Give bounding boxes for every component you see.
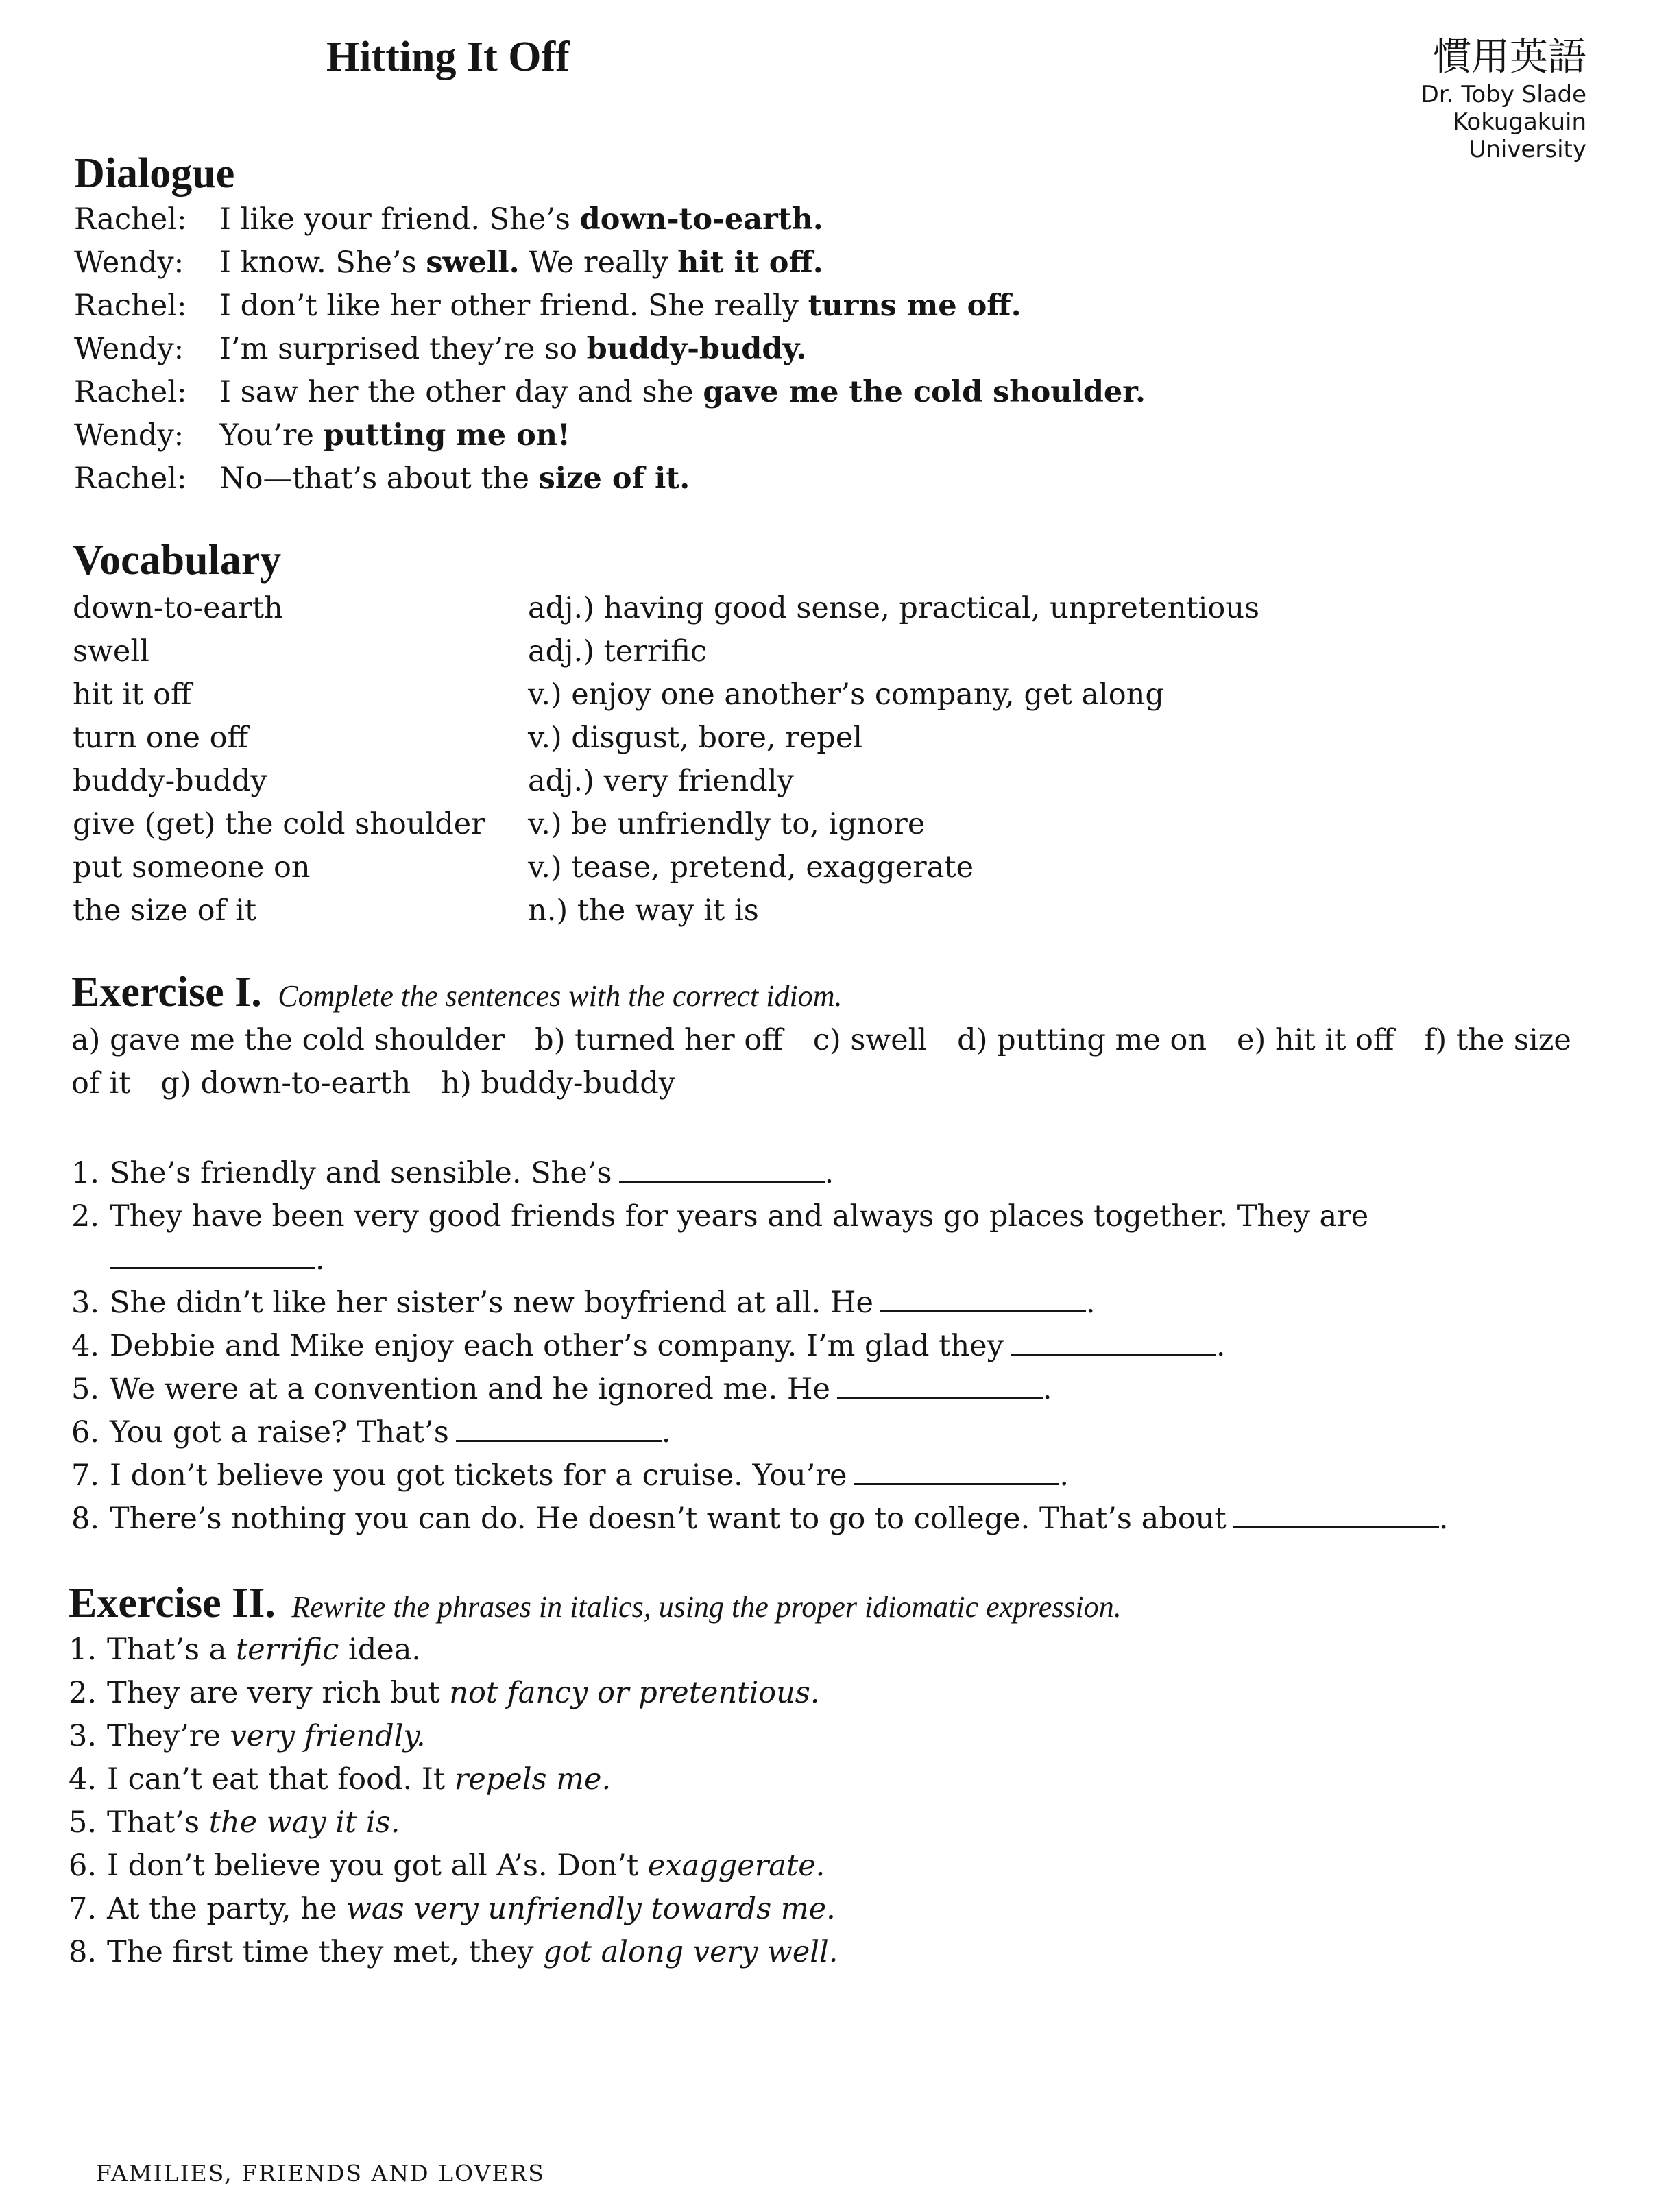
italic-phrase: the way it is. [208, 1805, 400, 1840]
exercise1-item [71, 1454, 1069, 1498]
dialogue-speaker: Rachel: [74, 202, 187, 237]
exercise2-item [69, 1715, 426, 1758]
dialogue-speaker: Wendy: [74, 418, 184, 453]
exercise1-item [71, 1498, 1448, 1541]
dialogue-idiom: swell. [426, 245, 520, 280]
exercise2-heading-row [69, 1579, 1122, 1631]
dialogue-idiom: putting me on! [323, 418, 570, 453]
italic-phrase: very friendly. [230, 1719, 426, 1753]
dialogue-idiom: down-to-earth. [579, 202, 823, 237]
exercise2-item [69, 1758, 611, 1801]
answer-blank [619, 1160, 825, 1183]
item-end: . [315, 1242, 325, 1277]
vocab-definition: v.) enjoy one another’s company, get along [528, 677, 1164, 712]
exercise1-item [71, 1152, 834, 1195]
dialogue-line [219, 332, 806, 366]
item-text: I don’t believe you got all A’s. Don’t [107, 1849, 648, 1883]
exercise2-item [69, 1801, 400, 1844]
choice-option: f) the size [1424, 1023, 1571, 1057]
item-text: I don’t believe you got tickets for a cruise. You’re [110, 1458, 847, 1493]
item-text: They’re [107, 1719, 230, 1753]
item-number: 5. [69, 1805, 97, 1840]
dialogue-idiom: buddy-buddy. [586, 332, 807, 366]
item-text: idea. [339, 1633, 422, 1667]
item-end: . [1438, 1502, 1449, 1536]
choice-option: b) turned her off [535, 1023, 783, 1057]
exercise2-item [69, 1672, 820, 1715]
italic-phrase: terrific [236, 1633, 339, 1667]
vocab-term: down-to-earth [73, 591, 283, 625]
vocab-term: hit it off [73, 677, 192, 712]
exercise1-heading-row [71, 968, 842, 1020]
item-number: 2. [69, 1676, 97, 1710]
dialogue-speaker: Wendy: [74, 332, 184, 366]
item-number: 4. [69, 1762, 97, 1796]
vocab-definition: adj.) having good sense, practical, unpretentious [528, 591, 1260, 625]
dialogue-speaker: Rachel: [74, 289, 187, 323]
exercise2-item [69, 1628, 421, 1672]
dialogue-line [219, 289, 1022, 323]
choice-option: c) swell [812, 1023, 928, 1057]
exercise2-item [69, 1931, 838, 1974]
exercise2-heading: Exercise II. [69, 1580, 276, 1626]
item-number: 4. [71, 1329, 100, 1363]
item-number: 6. [69, 1849, 97, 1883]
vocab-definition: v.) tease, pretend, exaggerate [528, 850, 974, 885]
vocab-term: put someone on [73, 850, 311, 885]
course-title: 慣用英語 [1433, 35, 1586, 80]
exercise2-item [69, 1844, 825, 1888]
italic-phrase: exaggerate. [647, 1849, 825, 1883]
italic-phrase: got along very well. [543, 1935, 838, 1969]
dialogue-speaker: Rachel: [74, 375, 187, 409]
dialogue-idiom: size of it. [538, 461, 690, 496]
exercise1-item-continued [110, 1238, 325, 1282]
dialogue-text: We really [519, 245, 678, 280]
item-number: 3. [69, 1719, 97, 1753]
dialogue-text: I don’t like her other friend. She really [219, 289, 808, 323]
vocab-definition: v.) disgust, bore, repel [528, 721, 863, 755]
item-text: She didn’t like her sister’s new boyfriend at all. He [110, 1286, 873, 1320]
item-number: 7. [71, 1458, 100, 1493]
dialogue-text: I’m surprised they’re so [219, 332, 587, 366]
choices-line-2 [71, 1066, 705, 1101]
answer-blank [110, 1247, 315, 1269]
exercise2-item [69, 1888, 836, 1931]
dialogue-idiom: hit it off. [677, 245, 823, 280]
choices-line-1 [71, 1023, 1602, 1057]
exercise1-item [71, 1368, 1052, 1411]
choice-option: h) buddy-buddy [441, 1066, 676, 1101]
vocab-term: buddy-buddy [73, 764, 267, 798]
item-end: . [1216, 1329, 1226, 1363]
item-text: There’s nothing you can do. He doesn’t want to go to college. That’s about [110, 1502, 1227, 1536]
dialogue-line [219, 202, 823, 237]
page-title: Hitting It Off [326, 34, 570, 80]
choice-option: of it [71, 1066, 131, 1101]
item-end: . [1042, 1372, 1052, 1406]
dialogue-speaker: Wendy: [74, 245, 184, 280]
item-text: Debbie and Mike enjoy each other’s company. I’m glad they [110, 1329, 1004, 1363]
item-number: 3. [71, 1286, 100, 1320]
item-end: . [1085, 1286, 1096, 1320]
dialogue-line [219, 418, 570, 453]
dialogue-line [219, 461, 690, 496]
vocab-term: turn one off [73, 721, 249, 755]
item-number: 7. [69, 1892, 97, 1926]
item-number: 5. [71, 1372, 100, 1406]
dialogue-text: I saw her the other day and she [219, 375, 703, 409]
footer-text: FAMILIES, FRIENDS AND LOVERS [96, 2160, 545, 2187]
course-school-line-1: Kokugakuin [1452, 108, 1586, 136]
answer-blank [837, 1376, 1043, 1399]
item-end: . [1059, 1458, 1070, 1493]
dialogue-line [219, 245, 823, 280]
choice-option: d) putting me on [957, 1023, 1207, 1057]
dialogue-text: You’re [219, 418, 324, 453]
vocab-definition: adj.) terrific [528, 634, 707, 669]
item-number: 6. [71, 1415, 100, 1450]
vocab-definition: n.) the way it is [528, 893, 759, 928]
dialogue-idiom: turns me off. [808, 289, 1022, 323]
vocab-term: the size of it [73, 893, 257, 928]
dialogue-text: I know. She’s [219, 245, 426, 280]
item-text: They have been very good friends for years and always go places together. They are [110, 1199, 1369, 1234]
item-number: 1. [71, 1156, 100, 1190]
answer-blank [854, 1463, 1059, 1485]
item-text: That’s [107, 1805, 209, 1840]
exercise1-heading: Exercise I. [71, 969, 262, 1015]
dialogue-heading: Dialogue [74, 150, 235, 197]
dialogue-line [219, 375, 1146, 409]
exercise1-item [71, 1195, 1368, 1238]
italic-phrase: repels me. [454, 1762, 612, 1796]
exercise1-item [71, 1411, 671, 1454]
item-text: We were at a convention and he ignored me. He [110, 1372, 830, 1406]
dialogue-idiom: gave me the cold shoulder. [703, 375, 1146, 409]
answer-blank [1011, 1333, 1216, 1356]
exercise2-instruction: Rewrite the phrases in italics, using the proper idiomatic expression. [291, 1590, 1122, 1624]
vocabulary-heading: Vocabulary [73, 537, 282, 584]
exercise1-item [71, 1325, 1226, 1368]
exercise1-instruction: Complete the sentences with the correct idiom. [278, 979, 843, 1013]
answer-blank [456, 1419, 662, 1442]
answer-blank [880, 1290, 1086, 1312]
item-text: They are very rich but [107, 1676, 450, 1710]
item-text: She’s friendly and sensible. She’s [110, 1156, 612, 1190]
item-number: 2. [71, 1199, 100, 1234]
item-text: That’s a [107, 1633, 236, 1667]
item-number: 8. [69, 1935, 97, 1969]
item-number: 8. [71, 1502, 100, 1536]
dialogue-text: I like your friend. She’s [219, 202, 580, 237]
dialogue-speaker: Rachel: [74, 461, 187, 496]
exercise1-item [71, 1282, 1096, 1325]
course-author: Dr. Toby Slade [1421, 81, 1586, 108]
item-text: I can’t eat that food. It [107, 1762, 455, 1796]
vocab-term: swell [73, 634, 149, 669]
choice-option: g) down-to-earth [160, 1066, 411, 1101]
item-end: . [661, 1415, 671, 1450]
course-school-line-2: University [1469, 136, 1586, 163]
vocab-term: give (get) the cold shoulder [73, 807, 485, 841]
dialogue-text: No—that’s about the [219, 461, 539, 496]
italic-phrase: was very unfriendly towards me. [346, 1892, 836, 1926]
choice-option: e) hit it off [1237, 1023, 1394, 1057]
item-text: The first time they met, they [107, 1935, 544, 1969]
choice-option: a) gave me the cold shoulder [71, 1023, 505, 1057]
item-text: You got a raise? That’s [110, 1415, 449, 1450]
vocab-definition: adj.) very friendly [528, 764, 794, 798]
item-text: At the party, he [107, 1892, 347, 1926]
item-number: 1. [69, 1633, 97, 1667]
vocab-definition: v.) be unfriendly to, ignore [528, 807, 926, 841]
item-end: . [824, 1156, 834, 1190]
course-info [1421, 34, 1586, 163]
answer-blank [1233, 1506, 1439, 1528]
italic-phrase: not fancy or pretentious. [449, 1676, 820, 1710]
